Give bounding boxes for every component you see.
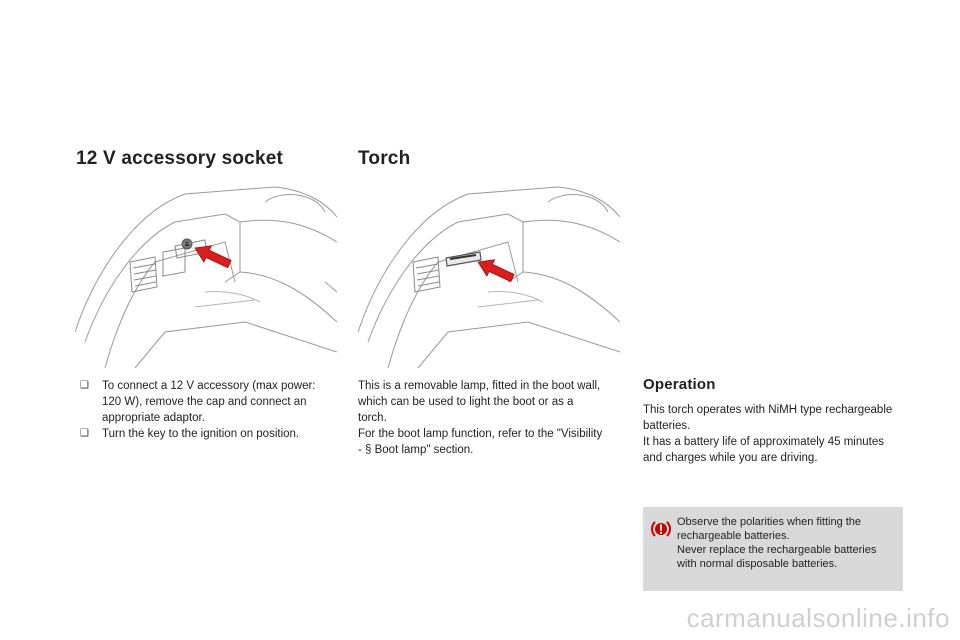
boot-torch-illustration: [358, 182, 620, 368]
section-title-accessory-socket: 12 V accessory socket: [76, 148, 284, 169]
warning-text: Observe the polarities when fitting the rechargeable batteries. Never replace the rechargeable batteries with normal disposable batteries.: [677, 516, 877, 570]
section-title-operation: Operation: [643, 376, 716, 393]
boot-socket-illustration: [75, 182, 337, 368]
watermark: carmanualsonline.info: [686, 603, 950, 633]
operation-battery-type: This torch operates with NiMH type rechargeable batteries.: [643, 404, 893, 432]
torch-boot-lamp-reference: For the boot lamp function, refer to the "Visibility - § Boot lamp" section.: [358, 428, 603, 456]
section-title-torch: Torch: [358, 148, 411, 169]
list-item: ❑ To connect a 12 V accessory (max power: 120 W), remove the cap and connect an appropriate adaptor.: [80, 380, 316, 424]
torch-description: This is a removable lamp, fitted in the boot wall, which can be used to light the boot or as a torch.: [358, 380, 601, 424]
warning-box: [643, 507, 903, 591]
operation-battery-life: It has a battery life of approximately 45 minutes and charges while you are driving.: [643, 436, 884, 464]
list-item: ❑ Turn the key to the ignition on position.: [80, 428, 300, 440]
socket-instructions: [80, 378, 330, 442]
checkbox-bullet-icon: ❑: [80, 380, 89, 391]
checkbox-bullet-icon: ❑: [80, 428, 89, 439]
exclamation-icon: [650, 518, 672, 540]
